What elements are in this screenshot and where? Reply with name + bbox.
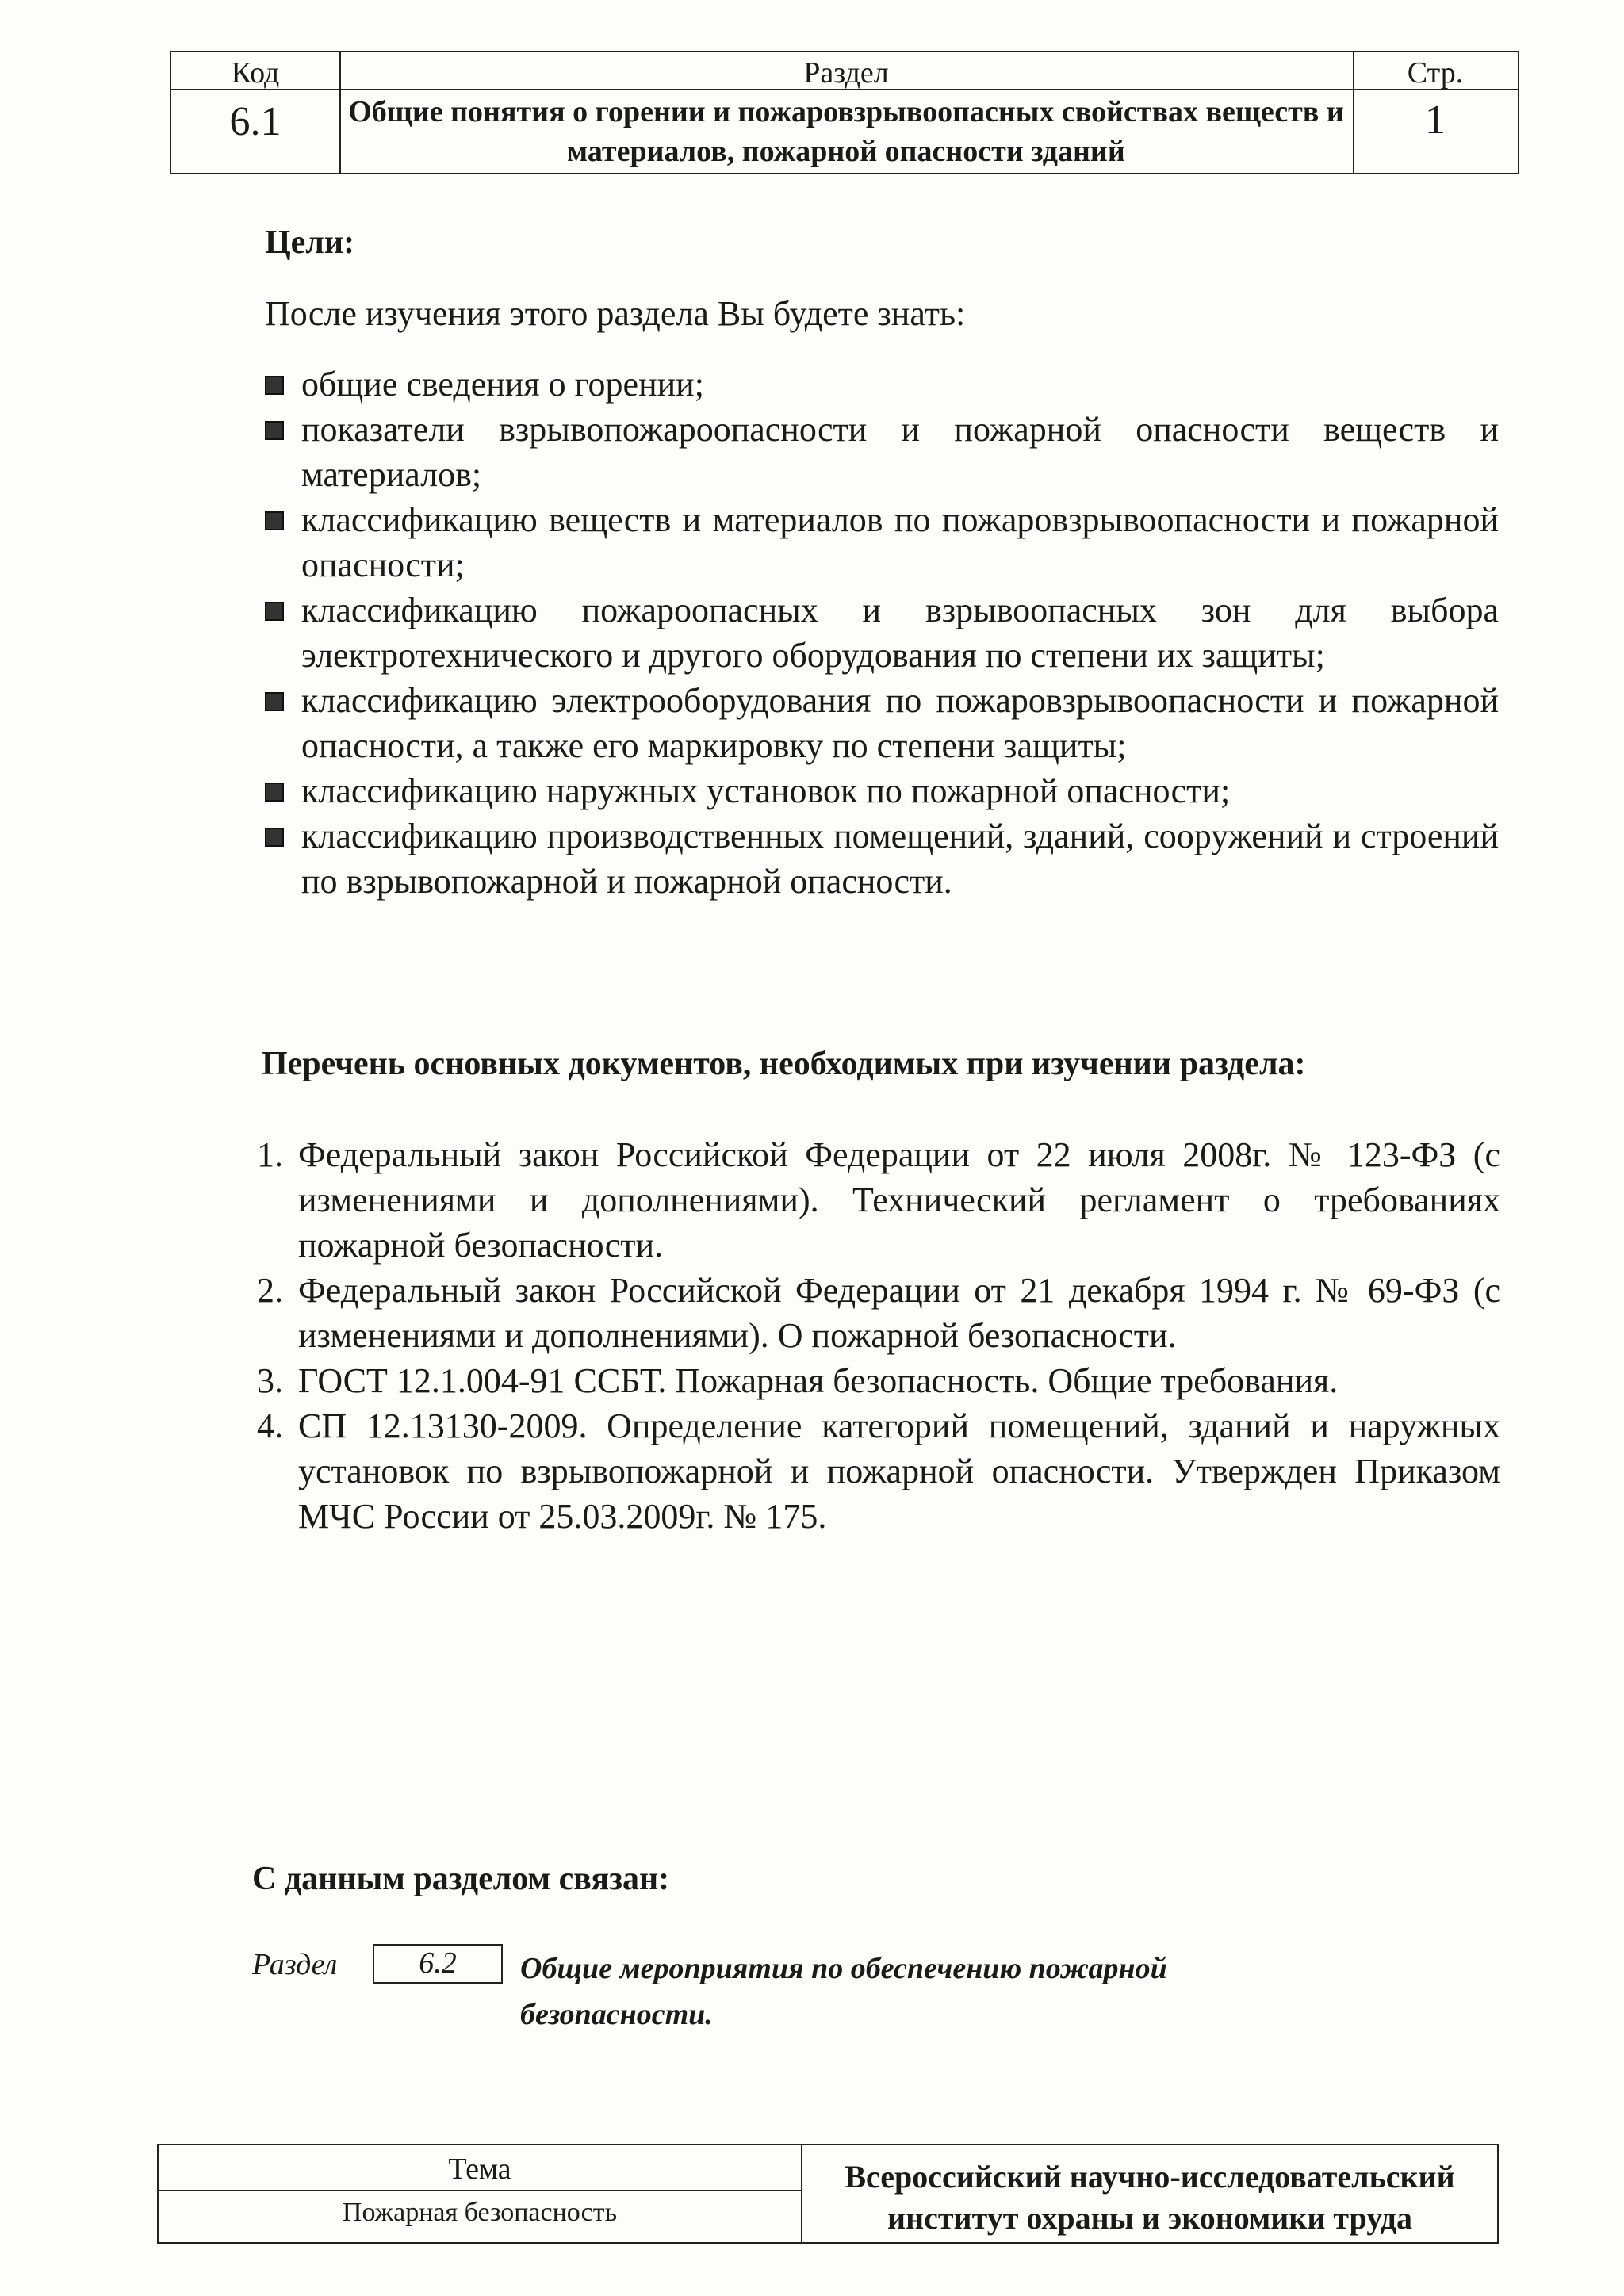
goal-item: классификацию производственных помещений, зданий, сооружений и строений по взрывопожарной и пожарной опасности. [265, 813, 1499, 904]
goal-item: классификацию электрооборудования по пожаровзрывоопасности и пожарной опасности, а также его маркировку по степени защиты; [265, 678, 1499, 768]
square-bullet-icon [265, 783, 284, 802]
footer-topic: Пожарная безопасность [342, 2198, 618, 2227]
square-bullet-icon [265, 602, 284, 621]
square-bullet-icon [265, 421, 284, 440]
goal-item: общие сведения о горении; [265, 362, 1499, 407]
goal-item: показатели взрывопожароопасности и пожарной опасности веществ и материалов; [265, 407, 1499, 497]
goals-intro: После изучения этого раздела Вы будете знать: [265, 294, 966, 333]
footer-divider [159, 2190, 801, 2191]
document-item: 3. ГОСТ 12.1.004-91 ССБТ. Пожарная безопасность. Общие требования. [257, 1361, 1339, 1400]
goals-list [265, 362, 1499, 904]
square-bullet-icon [265, 692, 284, 711]
square-bullet-icon [265, 376, 284, 395]
related-heading: С данным разделом связан: [252, 1861, 670, 1897]
related-section-title: Общие мероприятия по обеспечению пожарной безопасности. [520, 1952, 1167, 2031]
footer-table [157, 2144, 1499, 2244]
header-page-caption: Стр. [1407, 56, 1464, 90]
document-item: 2. Федеральный закон Российской Федерации от 21 декабря 1994 г. № 69-ФЗ (с изменениями и дополнениями). О пожарной безопасности. [257, 1271, 1500, 1355]
header-section-caption: Раздел [803, 56, 889, 90]
related-section-code: 6.2 [373, 1944, 503, 1984]
documents-list [257, 1132, 1500, 1539]
section-title: Общие понятия о горении и пожаровзрывоопасных свойствах веществ и материалов, пожарной опасности зданий [348, 95, 1344, 168]
document-item: 4. СП 12.13130-2009. Определение категорий помещений, зданий и наружных установок по взрывопожарной и пожарной опасности. Утвержден Приказом МЧС России от 25.03.2009г. № 175. [257, 1406, 1500, 1536]
goal-item: классификацию пожароопасных и взрывоопасных зон для выбора электротехнического и другого оборудования по степени их защиты; [265, 587, 1499, 678]
section-code: 6.1 [229, 99, 282, 144]
footer-topic-label: Тема [448, 2152, 511, 2186]
header-code-caption: Код [231, 56, 280, 90]
square-bullet-icon [265, 828, 284, 847]
square-bullet-icon [265, 511, 284, 530]
goal-item: классификацию веществ и материалов по пожаровзрывоопасности и пожарной опасности; [265, 497, 1499, 587]
footer-organization: Всероссийский научно-исследовательский институт охраны и экономики труда [845, 2159, 1455, 2236]
goals-heading: Цели: [265, 224, 355, 261]
documents-heading: Перечень основных документов, необходимых при изучении раздела: [262, 1046, 1306, 1082]
goal-item: классификацию наружных установок по пожарной опасности; [265, 768, 1499, 813]
related-label: Раздел [252, 1948, 338, 1981]
page-number: 1 [1425, 98, 1446, 143]
document-item: 1. Федеральный закон Российской Федерации от 22 июля 2008г. № 123-ФЗ (с изменениями и дополнениями). Технический регламент о требованиях пожарной безопасности. [257, 1135, 1500, 1265]
header-table [170, 51, 1519, 174]
